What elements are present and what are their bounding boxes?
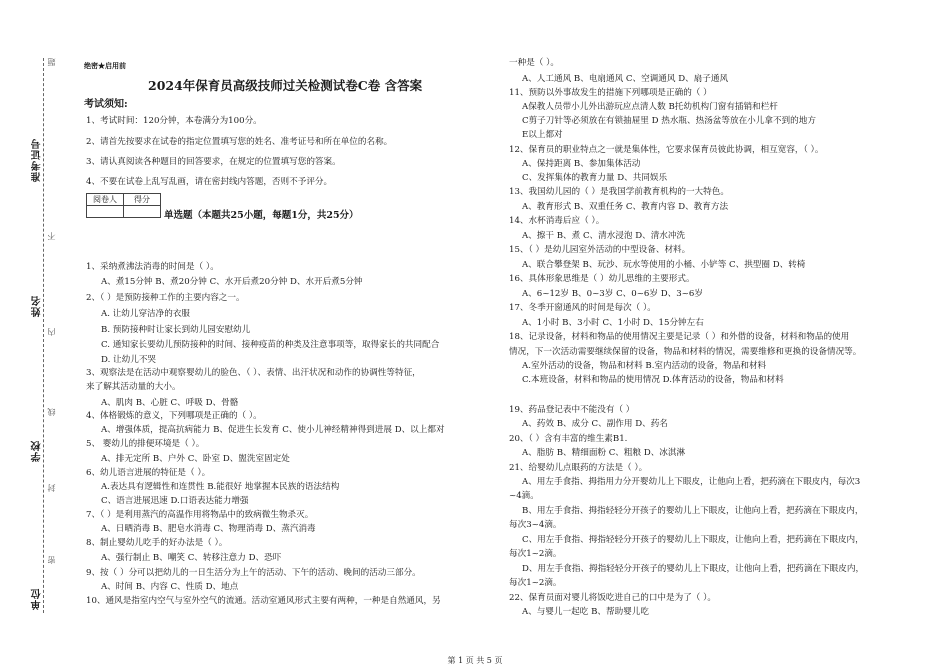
question-line: C. 通知家长要幼儿预防接种的时间、接种疫苗的种类及注意事项等，取得家长的共同配合 xyxy=(101,340,440,350)
cut-mark-2: 内 xyxy=(47,328,56,336)
question-line: 16、具体形象思维是（ ）幼儿思维的主要形式。 xyxy=(509,274,695,284)
notice-item: 4、不要在试卷上乱写乱画，请在密封线内答题，否则不予评分。 xyxy=(86,177,333,187)
question-line: 6、幼儿语言进展的特征是（ ）。 xyxy=(86,468,211,478)
question-line: 每次3~4滴。 xyxy=(509,520,562,530)
question-line: A、排无定所 B、户外 C、卧室 D、盥洗室固定处 xyxy=(101,454,290,464)
question-line: 情况，下一次活动需要继续保留的设备，物品和材料的情况，需要维修和更换的设备情况等。 xyxy=(509,347,862,357)
binding-margin xyxy=(0,0,62,671)
notice-heading: 考试须知: xyxy=(84,99,128,110)
question-line: A、教育形式 B、双重任务 C、教育内容 D、教育方法 xyxy=(522,202,729,212)
question-line: D. 让幼儿不哭 xyxy=(101,355,157,365)
field-name-label: 姓名 xyxy=(32,295,43,317)
question-line: 10、通风是指室内空气与室外空气的流通。活动室通风形式主要有两种，一种是自然通风，另 xyxy=(86,596,441,606)
question-line: A、6~12岁 B、0~3岁 C、0~6岁 D、3~6岁 xyxy=(522,289,703,299)
question-line: 3、观察法是在活动中观察婴幼儿的脸色、（ ）、表情、出汗状况和动作的协调性等特征， xyxy=(86,368,421,378)
question-line: 17、冬季开窗通风的时间是每次（ ）。 xyxy=(509,303,656,313)
question-line: 7、（ ）是利用蒸汽的高温作用将物品中的致病微生物杀灭。 xyxy=(86,510,314,520)
question-line: A、强行制止 B、嘲笑 C、转移注意力 D、恐吓 xyxy=(101,553,282,563)
score-table-grader-cell: 阅卷人 xyxy=(87,194,124,206)
section-title: 单选题（本题共25小题，每题1分，共25分） xyxy=(164,210,359,221)
question-line: A保教人员带小儿外出游玩应点清人数 B托幼机构门窗有插销和栏杆 xyxy=(522,102,778,112)
question-line: 9、按（ ）分可以把幼儿的一日生活分为上午的活动、下午的活动、晚间的活动三部分。 xyxy=(86,568,421,578)
score-table-blank-cell[interactable] xyxy=(124,206,161,218)
question-line: 一种是（ ）。 xyxy=(509,58,559,68)
question-line: A.表达具有逻辑性和连贯性 B.能很好 地掌握本民族的语法结构 xyxy=(101,482,340,492)
question-line: A、日晒消毒 B、肥皂水消毒 C、物理消毒 D、蒸汽消毒 xyxy=(101,524,316,534)
question-line: 13、我国幼儿园的（ ）是我国学前教育机构的一大特色。 xyxy=(509,187,729,197)
question-line: 19、药品登记表中不能没有（ ） xyxy=(509,405,635,415)
question-line: B、用左手食指、拇指轻轻分开孩子的婴幼儿上下眼皮，让他向上看，把药滴在下眼皮内， xyxy=(522,506,864,516)
field-school-label: 学校 xyxy=(32,440,43,462)
question-line: 每次1~2滴。 xyxy=(509,549,562,559)
score-table xyxy=(86,193,161,218)
question-line: C、发挥集体的教育力量 D、共同娱乐 xyxy=(522,173,668,183)
question-line: 5、 婴幼儿的排便环境是（ ）。 xyxy=(86,439,205,449)
question-line: A.室外活动的设备，物品和材料 B.室内活动的设备，物品和材料 xyxy=(522,361,767,371)
page-footer: 第 1 页 共 5 页 xyxy=(447,656,503,665)
notice-item: 3、请认真阅读各种题目的回答要求，在规定的位置填写您的答案。 xyxy=(86,157,341,167)
question-line: A、保持距离 B、参加集体活动 xyxy=(522,159,641,169)
cut-mark-top: 题 xyxy=(47,58,56,66)
question-line: A、联合攀登架 B、玩沙、玩水等使用的小桶、小铲等 C、拱型圈 D、转椅 xyxy=(522,260,806,270)
cut-mark-3: 线 xyxy=(47,408,56,416)
question-line: A、肌肉 B、心脏 C、呼吸 D、骨骼 xyxy=(101,398,239,408)
question-line: 来了解其活动量的大小。 xyxy=(86,382,181,392)
notice-item: 2、请首先按要求在试卷的指定位置填写您的姓名、准考证号和所在单位的名称。 xyxy=(86,137,393,147)
question-line: A、脂肪 B、精细面粉 C、粗粮 D、冰淇淋 xyxy=(522,448,686,458)
question-line: 1、采纳煮沸法消毒的时间是（ ）。 xyxy=(86,262,219,272)
score-table-score-cell: 得分 xyxy=(124,194,161,206)
question-line: A、时间 B、内容 C、性质 D、地点 xyxy=(101,582,239,592)
question-line: C、语言进展迅速 D.口语表达能力增强 xyxy=(101,496,249,506)
question-line: A、人工通风 B、电扇通风 C、空调通风 D、扇子通风 xyxy=(522,74,729,84)
question-line: 4、体格锻炼的意义，下列哪项是正确的（ ）。 xyxy=(86,411,262,421)
question-line: 18、记录设备，材料和物品的使用情况主要是记录（ ）和外借的设备，材料和物品的使用 xyxy=(509,332,850,342)
question-line: 每次1~2滴。 xyxy=(509,578,562,588)
question-line: 22、保育员面对婴儿将饭吃进自己的口中是为了（ ）。 xyxy=(509,593,717,603)
question-line: A、用左手食指、拇指用力分开婴幼儿上下眼皮，让他向上看，把药滴在下眼皮内，每次3 xyxy=(522,477,861,487)
page-title: 2024年保育员高级技师过关检测试卷C卷 含答案 xyxy=(148,78,423,93)
question-line: 14、水杯消毒后应（ ）。 xyxy=(509,216,605,226)
question-line: E以上都对 xyxy=(522,130,563,140)
secret-mark: 绝密★启用前 xyxy=(84,61,126,70)
question-line: D、用左手食指、拇指轻轻分开孩子的婴幼儿上下眼皮，让他向上看，把药滴在下眼皮内， xyxy=(522,564,865,574)
field-unit-label: 单位 xyxy=(32,588,43,610)
cut-mark-5: 密 xyxy=(47,556,56,564)
question-line: A、擦干 B、煮 C、清水浸泡 D、清水冲洗 xyxy=(522,231,686,241)
question-line: C.本班设备，材料和物品的使用情况 D.体育活动的设备，物品和材料 xyxy=(522,375,784,385)
question-line: A、药效 B、成分 C、副作用 D、药名 xyxy=(522,419,668,429)
question-line: A. 让幼儿穿洁净的衣服 xyxy=(101,309,191,319)
cut-mark-1: 不 xyxy=(47,232,56,240)
field-exam-number-label: 准考证号 xyxy=(32,138,43,182)
question-line: 20、（ ）含有丰富的维生素B1. xyxy=(509,434,628,444)
score-table-blank-cell[interactable] xyxy=(87,206,124,218)
cut-mark-4: 封 xyxy=(47,484,56,492)
question-line: A、煮15分钟 B、煮20分钟 C、水开后煮20分钟 D、水开后煮5分钟 xyxy=(101,277,363,287)
question-line: 2、（ ）是预防接种工作的主要内容之一。 xyxy=(86,293,245,303)
notice-item: 1、考试时间：120分钟，本卷满分为100分。 xyxy=(86,116,262,126)
question-line: 12、保育员的职业特点之一就是集体性，它要求保育员彼此协调，相互宽容，（ ）。 xyxy=(509,145,824,155)
question-line: 11、预防以外事故发生的措施下列哪项是正确的（ ） xyxy=(509,88,712,98)
question-line: C剪子刀针等必须放在有锁抽屉里 D 热水瓶、热汤盆等放在小儿拿不到的地方 xyxy=(522,116,816,126)
question-line: 21、给婴幼儿点眼药的方法是（ ）。 xyxy=(509,463,648,473)
question-line: 8、制止婴幼儿吃手的好办法是（ ）。 xyxy=(86,538,228,548)
question-line: A、1小时 B、3小时 C、1小时 D、15分钟左右 xyxy=(522,318,704,328)
question-line: 15、（ ）是幼儿园室外活动的中型设备、材料。 xyxy=(509,245,691,255)
question-line: C、用左手食指、拇指轻轻分开孩子的婴幼儿上下眼皮，让他向上看，把药滴在下眼皮内， xyxy=(522,535,864,545)
question-line: A、增强体质，提高抗病能力 B、促进生长发育 C、使小儿神经精神得到进展 D、以上都对 xyxy=(101,425,445,435)
question-line: ~4滴。 xyxy=(509,491,539,501)
question-line: A、与婴儿一起吃 B、帮助婴儿吃 xyxy=(522,607,649,617)
question-line: B. 预防接种时让家长到幼儿园安慰幼儿 xyxy=(101,325,251,335)
